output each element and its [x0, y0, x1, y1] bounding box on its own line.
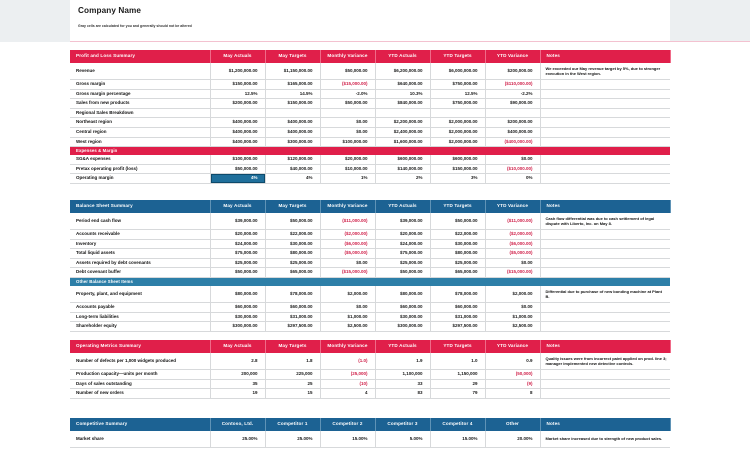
data-cell[interactable]: ($2,000.00): [320, 230, 375, 240]
data-cell[interactable]: $140,000.00: [375, 164, 430, 174]
table-competitive-summary: [70, 418, 671, 448]
data-cell[interactable]: $6,200,000.00: [375, 63, 430, 80]
table-row: [70, 89, 670, 99]
column-header[interactable]: YTD Actuals: [375, 340, 430, 353]
note-cell[interactable]: [540, 108, 670, 118]
data-cell[interactable]: ($15,000.00): [320, 80, 375, 90]
data-cell[interactable]: $0.00: [485, 258, 540, 268]
data-cell[interactable]: $120,000.00: [265, 155, 320, 164]
data-cell[interactable]: $0.00: [485, 302, 540, 312]
data-cell[interactable]: $2,000.00: [320, 286, 375, 303]
data-cell[interactable]: $80,000.00: [375, 286, 430, 303]
table-row: [70, 389, 670, 399]
column-header[interactable]: YTD Actuals: [375, 200, 430, 213]
data-cell[interactable]: $50,000.00: [265, 213, 320, 230]
section-header-fill: [375, 277, 430, 286]
table-row: [70, 239, 670, 249]
note-cell[interactable]: [540, 302, 670, 312]
data-cell[interactable]: $60,000.00: [375, 302, 430, 312]
section-header-label: Other Balance Sheet Items: [70, 277, 210, 286]
data-cell[interactable]: 225,000: [265, 370, 320, 380]
data-cell[interactable]: $39,000.00: [375, 213, 430, 230]
data-cell[interactable]: $60,000.00: [210, 302, 265, 312]
column-header[interactable]: May Targets: [265, 200, 320, 213]
data-cell[interactable]: $50,000.00: [430, 213, 485, 230]
section-header-fill: [430, 147, 485, 156]
column-header[interactable]: YTD Variance: [485, 340, 540, 353]
column-header[interactable]: Notes: [540, 50, 670, 63]
data-cell[interactable]: 14.5%: [265, 89, 320, 99]
section-header-label: Expenses & Margin: [70, 147, 210, 156]
section-header-fill: [320, 277, 375, 286]
data-cell[interactable]: ($15,000.00): [485, 268, 540, 278]
data-cell[interactable]: $200,000.00: [210, 99, 265, 109]
left-gutter: [0, 42, 70, 450]
table-row: [70, 249, 670, 259]
table-balance-sheet-summary: [70, 200, 671, 332]
data-cell[interactable]: $30,000.00: [375, 312, 430, 322]
data-cell[interactable]: $300,000.00: [210, 322, 265, 332]
data-cell[interactable]: -2.2%: [485, 89, 540, 99]
table-row: [70, 155, 670, 164]
data-cell[interactable]: 2%: [375, 174, 430, 184]
table-row: [70, 80, 670, 90]
data-cell[interactable]: (50,000): [485, 370, 540, 380]
table-row: [70, 302, 670, 312]
column-header[interactable]: Competitor 2: [320, 418, 375, 431]
note-cell[interactable]: [540, 164, 670, 174]
data-cell[interactable]: $22,000.00: [430, 230, 485, 240]
data-cell[interactable]: 0%: [485, 174, 540, 184]
section-header-row: [70, 147, 670, 156]
data-cell[interactable]: $400,000.00: [485, 127, 540, 137]
data-cell[interactable]: $60,000.00: [265, 302, 320, 312]
data-cell[interactable]: $30,000.00: [210, 312, 265, 322]
data-cell[interactable]: 25: [265, 379, 320, 389]
row-label[interactable]: Number of new orders: [70, 389, 210, 399]
table-row: [70, 379, 670, 389]
note-cell[interactable]: [540, 322, 670, 332]
column-header[interactable]: Monthly Variance: [320, 200, 375, 213]
column-header[interactable]: May Actuals: [210, 200, 265, 213]
data-cell[interactable]: ($6,000.00): [320, 239, 375, 249]
data-cell[interactable]: $0.00: [485, 155, 540, 164]
note-cell[interactable]: [540, 137, 670, 147]
data-cell[interactable]: $297,500.00: [265, 322, 320, 332]
table-row: [70, 99, 670, 109]
table-header-row: [70, 418, 670, 431]
column-header[interactable]: May Targets: [265, 50, 320, 63]
row-label[interactable]: Shareholder equity: [70, 322, 210, 332]
column-header[interactable]: Other: [485, 418, 540, 431]
row-label[interactable]: Production capacity—units per month: [70, 370, 210, 380]
section-header-fill: [320, 147, 375, 156]
table-header-row: [70, 50, 670, 63]
note-cell[interactable]: [540, 258, 670, 268]
data-cell[interactable]: 15.00%: [430, 431, 485, 448]
data-cell[interactable]: $165,000.00: [265, 80, 320, 90]
data-cell[interactable]: ($110,000.00): [485, 80, 540, 90]
data-cell[interactable]: [485, 108, 540, 118]
data-cell[interactable]: 25.00%: [210, 431, 265, 448]
table-row: [70, 164, 670, 174]
data-cell[interactable]: 1.9: [375, 353, 430, 370]
column-header[interactable]: Monthly Variance: [320, 340, 375, 353]
table-header-row: [70, 340, 670, 353]
data-cell[interactable]: $600,000.00: [430, 155, 485, 164]
table-profit-and-loss-summary: [70, 50, 671, 184]
data-cell[interactable]: 15: [265, 389, 320, 399]
row-label[interactable]: SG&A expenses: [70, 155, 210, 164]
data-cell[interactable]: $22,000.00: [265, 230, 320, 240]
page-subtitle: Gray cells are calculated for you and generally should not be altered: [78, 24, 192, 28]
data-cell[interactable]: $6,000,000.00: [430, 63, 485, 80]
table-row: [70, 286, 670, 303]
data-cell[interactable]: ($6,000.00): [485, 239, 540, 249]
data-cell[interactable]: $300,000.00: [375, 322, 430, 332]
data-cell[interactable]: [375, 108, 430, 118]
table-row: [70, 258, 670, 268]
column-header[interactable]: YTD Targets: [430, 50, 485, 63]
column-header[interactable]: Competitor 3: [375, 418, 430, 431]
note-cell[interactable]: [540, 249, 670, 259]
table-header-row: [70, 200, 670, 213]
data-cell[interactable]: $297,500.00: [430, 322, 485, 332]
section-header-fill: [485, 277, 540, 286]
data-cell[interactable]: $750,000.00: [430, 99, 485, 109]
note-cell[interactable]: [540, 312, 670, 322]
data-cell[interactable]: ($5,000.00): [320, 249, 375, 259]
table-row: [70, 312, 670, 322]
note-cell[interactable]: Market share increased due to strength of new product sales.: [540, 431, 670, 448]
data-cell[interactable]: ($11,000.00): [320, 213, 375, 230]
data-cell[interactable]: 0.9: [485, 353, 540, 370]
column-header[interactable]: Notes: [540, 200, 670, 213]
data-cell[interactable]: $300,000.00: [265, 137, 320, 147]
data-cell[interactable]: $90,000.00: [485, 99, 540, 109]
data-cell[interactable]: 1,150,000: [430, 370, 485, 380]
data-cell[interactable]: $24,000.00: [210, 239, 265, 249]
data-cell[interactable]: $25,000.00: [375, 258, 430, 268]
data-cell[interactable]: $400,000.00: [265, 118, 320, 128]
data-cell[interactable]: $150,000.00: [265, 99, 320, 109]
table-row: [70, 108, 670, 118]
row-label[interactable]: Long-term liabilities: [70, 312, 210, 322]
sheet-grid: [0, 42, 750, 450]
section-header-fill: [210, 147, 265, 156]
data-cell[interactable]: $20,000.00: [210, 230, 265, 240]
data-cell[interactable]: $80,000.00: [210, 286, 265, 303]
data-cell[interactable]: $60,000.00: [430, 302, 485, 312]
data-cell[interactable]: $1,200,000.00: [210, 63, 265, 80]
data-cell[interactable]: $0.00: [320, 302, 375, 312]
data-cell[interactable]: 5.00%: [375, 431, 430, 448]
data-cell[interactable]: $24,000.00: [375, 239, 430, 249]
row-label[interactable]: Debt covenant buffer: [70, 268, 210, 278]
section-header-fill: [485, 147, 540, 156]
row-label[interactable]: Days of sales outstanding: [70, 379, 210, 389]
section-header-fill: [540, 147, 670, 156]
data-cell[interactable]: [265, 108, 320, 118]
data-cell[interactable]: 83: [375, 389, 430, 399]
note-cell[interactable]: [540, 174, 670, 184]
table-row: [70, 230, 670, 240]
column-header[interactable]: YTD Variance: [485, 200, 540, 213]
data-cell[interactable]: $20,000.00: [320, 155, 375, 164]
data-cell[interactable]: $50,000.00: [320, 99, 375, 109]
data-cell[interactable]: $10,000.00: [320, 164, 375, 174]
column-header[interactable]: May Actuals: [210, 50, 265, 63]
table-title-profit-and-loss-summary: Profit and Loss Summary: [70, 50, 210, 63]
data-cell[interactable]: 4: [320, 389, 375, 399]
data-cell[interactable]: ($5,000.00): [485, 249, 540, 259]
data-cell[interactable]: 1.0: [430, 353, 485, 370]
note-cell[interactable]: [540, 389, 670, 399]
column-header[interactable]: Competitor 4: [430, 418, 485, 431]
table-title-operating-metrics-summary: Operating Metrics Summary: [70, 340, 210, 353]
data-cell[interactable]: (10): [320, 379, 375, 389]
data-cell[interactable]: 1,100,000: [375, 370, 430, 380]
data-cell[interactable]: $150,000.00: [210, 80, 265, 90]
table-row: [70, 322, 670, 332]
data-cell[interactable]: $80,000.00: [265, 249, 320, 259]
data-cell[interactable]: $400,000.00: [210, 137, 265, 147]
table-row: [70, 213, 670, 230]
data-cell[interactable]: $30,000.00: [265, 239, 320, 249]
column-header[interactable]: May Targets: [265, 340, 320, 353]
data-cell[interactable]: $2,500.00: [485, 322, 540, 332]
data-cell[interactable]: [320, 108, 375, 118]
row-label[interactable]: Central region: [70, 127, 210, 137]
page-title: Company Name: [78, 6, 142, 15]
section-header-fill: [375, 147, 430, 156]
note-cell[interactable]: Differential due to purchase of new bonding machine at Plant B.: [540, 286, 670, 303]
data-cell[interactable]: $100,000.00: [320, 137, 375, 147]
row-label[interactable]: Sales from new products: [70, 99, 210, 109]
note-cell[interactable]: Quality issues were from incorrect paint applied on prod. line 3; manager implemented new detective controls.: [540, 353, 670, 370]
row-label[interactable]: Revenue: [70, 63, 210, 80]
table-row: [70, 63, 670, 80]
data-cell[interactable]: 12.5%: [210, 89, 265, 99]
row-label[interactable]: Pretax operating profit (loss): [70, 164, 210, 174]
data-cell[interactable]: $1,000.00: [485, 312, 540, 322]
row-label[interactable]: Gross margin: [70, 80, 210, 90]
row-label[interactable]: West region: [70, 137, 210, 147]
table-operating-metrics-summary: [70, 340, 671, 399]
table-row: [70, 137, 670, 147]
data-cell[interactable]: $50,000.00: [320, 63, 375, 80]
note-cell[interactable]: [540, 239, 670, 249]
column-header[interactable]: YTD Targets: [430, 340, 485, 353]
data-cell[interactable]: $40,000.00: [265, 164, 320, 174]
data-cell[interactable]: 8: [485, 389, 540, 399]
row-label[interactable]: Total liquid assets: [70, 249, 210, 259]
row-label[interactable]: Accounts payable: [70, 302, 210, 312]
data-cell[interactable]: $65,000.00: [265, 268, 320, 278]
column-header[interactable]: YTD Actuals: [375, 50, 430, 63]
note-cell[interactable]: [540, 370, 670, 380]
data-cell[interactable]: $0.00: [320, 127, 375, 137]
row-label[interactable]: Number of defects per 1,000 widgets produced: [70, 353, 210, 370]
column-header[interactable]: Monthly Variance: [320, 50, 375, 63]
note-cell[interactable]: [540, 155, 670, 164]
data-cell[interactable]: [430, 108, 485, 118]
data-cell[interactable]: 20.00%: [485, 431, 540, 448]
table-row: [70, 118, 670, 128]
data-cell[interactable]: $200,000.00: [485, 118, 540, 128]
data-cell[interactable]: $75,000.00: [375, 249, 430, 259]
data-cell[interactable]: $2,500.00: [320, 322, 375, 332]
table-row: [70, 174, 670, 184]
row-label[interactable]: Operating margin: [70, 174, 210, 184]
data-cell[interactable]: 35: [210, 379, 265, 389]
data-cell[interactable]: $2,000.00: [485, 286, 540, 303]
data-cell[interactable]: (1.0): [320, 353, 375, 370]
data-cell[interactable]: 1.8: [265, 353, 320, 370]
data-cell[interactable]: 15.00%: [320, 431, 375, 448]
data-cell[interactable]: $200,000.00: [485, 63, 540, 80]
data-cell[interactable]: $150,000.00: [430, 164, 485, 174]
row-label[interactable]: Accounts receivable: [70, 230, 210, 240]
data-cell[interactable]: $75,000.00: [210, 249, 265, 259]
section-header-fill: [265, 277, 320, 286]
table-row: [70, 353, 670, 370]
row-label[interactable]: Market share: [70, 431, 210, 448]
column-header[interactable]: Notes: [540, 418, 670, 431]
row-label[interactable]: Assets required by debt covenants: [70, 258, 210, 268]
table-row: [70, 268, 670, 278]
data-cell[interactable]: $30,000.00: [430, 239, 485, 249]
data-cell[interactable]: $400,000.00: [210, 127, 265, 137]
column-header[interactable]: YTD Variance: [485, 50, 540, 63]
data-cell[interactable]: 200,000: [210, 370, 265, 380]
note-cell[interactable]: [540, 379, 670, 389]
data-cell[interactable]: 4%: [210, 174, 265, 184]
table-row: [70, 127, 670, 137]
note-cell[interactable]: [540, 230, 670, 240]
column-header[interactable]: Notes: [540, 340, 670, 353]
note-cell[interactable]: Cash flow differential was due to cash settlement of legal dispute with Liberto, Inc. on May 8.: [540, 213, 670, 230]
table-title-balance-sheet-summary: Balance Sheet Summary: [70, 200, 210, 213]
data-cell[interactable]: $50,000.00: [210, 164, 265, 174]
data-cell[interactable]: 1%: [320, 174, 375, 184]
column-header[interactable]: May Actuals: [210, 340, 265, 353]
data-cell[interactable]: $2,200,000.00: [375, 118, 430, 128]
data-cell[interactable]: 19: [210, 389, 265, 399]
data-cell[interactable]: $750,000.00: [430, 80, 485, 90]
row-label[interactable]: Period end cash flow: [70, 213, 210, 230]
note-cell[interactable]: [540, 99, 670, 109]
row-label[interactable]: Northeast region: [70, 118, 210, 128]
data-cell[interactable]: ($15,000.00): [320, 268, 375, 278]
data-cell[interactable]: [210, 108, 265, 118]
data-cell[interactable]: $400,000.00: [210, 118, 265, 128]
data-cell[interactable]: 29: [430, 379, 485, 389]
data-cell[interactable]: $0.00: [320, 258, 375, 268]
data-cell[interactable]: 4%: [265, 174, 320, 184]
data-cell[interactable]: $100,000.00: [210, 155, 265, 164]
data-cell[interactable]: $39,000.00: [210, 213, 265, 230]
note-cell[interactable]: We exceeded our May revenue target by 5%, due to stronger execution in the West region.: [540, 63, 670, 80]
data-cell[interactable]: $2,000,000.00: [430, 137, 485, 147]
data-cell[interactable]: -2.0%: [320, 89, 375, 99]
data-cell[interactable]: $1,150,000.00: [265, 63, 320, 80]
data-cell[interactable]: $1,600,000.00: [375, 137, 430, 147]
data-cell[interactable]: 2.8: [210, 353, 265, 370]
data-cell[interactable]: $2,000,000.00: [430, 118, 485, 128]
section-header-fill: [540, 277, 670, 286]
data-cell[interactable]: $840,000.00: [375, 99, 430, 109]
column-header[interactable]: YTD Targets: [430, 200, 485, 213]
data-cell[interactable]: $600,000.00: [375, 155, 430, 164]
data-cell[interactable]: $640,000.00: [375, 80, 430, 90]
data-cell[interactable]: $25,000.00: [265, 258, 320, 268]
data-cell[interactable]: $65,000.00: [430, 268, 485, 278]
data-cell[interactable]: ($10,000.00): [485, 164, 540, 174]
data-cell[interactable]: ($11,000.00): [485, 213, 540, 230]
table-title-competitive-summary: Competitive Summary: [70, 418, 210, 431]
data-cell[interactable]: 12.5%: [430, 89, 485, 99]
section-header-fill: [430, 277, 485, 286]
note-cell[interactable]: [540, 89, 670, 99]
data-cell[interactable]: $0.00: [320, 118, 375, 128]
data-cell[interactable]: $20,000.00: [375, 230, 430, 240]
data-cell[interactable]: 25.00%: [265, 431, 320, 448]
data-cell[interactable]: $50,000.00: [210, 268, 265, 278]
data-cell[interactable]: ($2,000.00): [485, 230, 540, 240]
data-cell[interactable]: $31,000.00: [430, 312, 485, 322]
data-cell[interactable]: $31,000.00: [265, 312, 320, 322]
note-cell[interactable]: [540, 80, 670, 90]
row-label[interactable]: Gross margin percentage: [70, 89, 210, 99]
data-cell[interactable]: ($400,000.00): [485, 137, 540, 147]
data-cell[interactable]: $80,000.00: [430, 249, 485, 259]
data-cell[interactable]: (9): [485, 379, 540, 389]
data-cell[interactable]: 3%: [430, 174, 485, 184]
data-cell[interactable]: 79: [430, 389, 485, 399]
note-cell[interactable]: [540, 127, 670, 137]
data-cell[interactable]: 33: [375, 379, 430, 389]
table-row: [70, 431, 670, 448]
data-cell[interactable]: $400,000.00: [265, 127, 320, 137]
data-cell[interactable]: $25,000.00: [210, 258, 265, 268]
data-cell[interactable]: (25,000): [320, 370, 375, 380]
note-cell[interactable]: [540, 118, 670, 128]
section-header-row: [70, 277, 670, 286]
data-cell[interactable]: 10.3%: [375, 89, 430, 99]
note-cell[interactable]: [540, 268, 670, 278]
section-header-fill: [210, 277, 265, 286]
column-header[interactable]: Competitor 1: [265, 418, 320, 431]
data-cell[interactable]: $2,400,000.00: [375, 127, 430, 137]
row-label[interactable]: Property, plant, and equipment: [70, 286, 210, 303]
row-label[interactable]: Inventory: [70, 239, 210, 249]
sheet-title-area: [70, 0, 670, 42]
data-cell[interactable]: $2,000,000.00: [430, 127, 485, 137]
row-label[interactable]: Regional Sales Breakdown: [70, 108, 210, 118]
column-header[interactable]: Contoso, Ltd.: [210, 418, 265, 431]
data-cell[interactable]: $78,000.00: [430, 286, 485, 303]
table-row: [70, 370, 670, 380]
data-cell[interactable]: $25,000.00: [430, 258, 485, 268]
data-cell[interactable]: $1,000.00: [320, 312, 375, 322]
data-cell[interactable]: $78,000.00: [265, 286, 320, 303]
section-header-fill: [265, 147, 320, 156]
data-cell[interactable]: $50,000.00: [375, 268, 430, 278]
